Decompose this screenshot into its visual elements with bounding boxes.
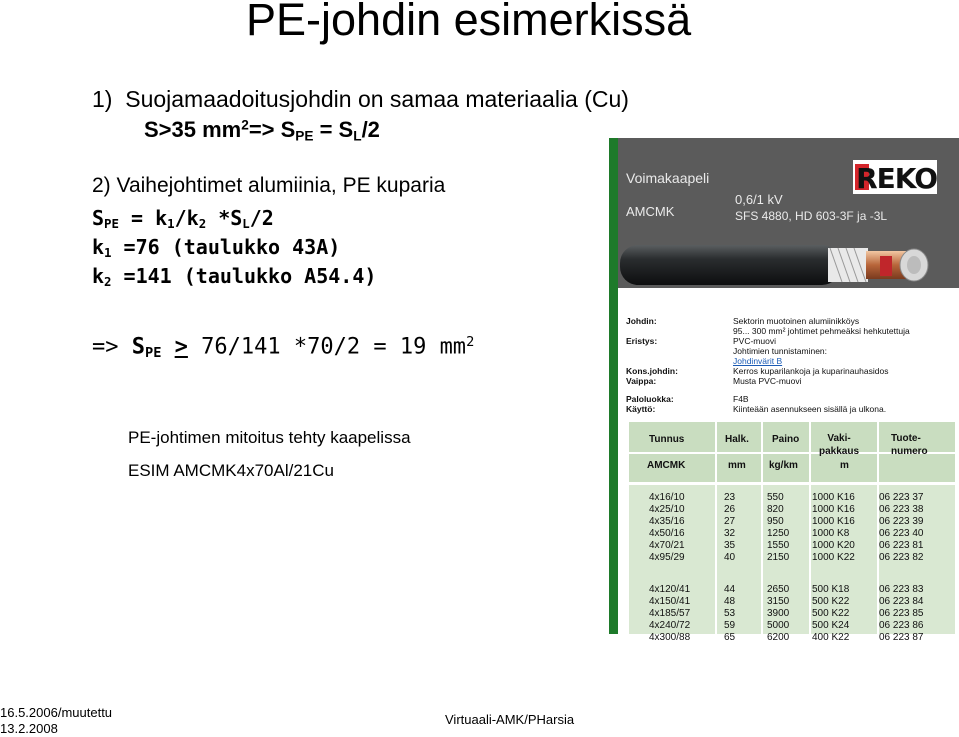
table-cell: 4x300/88 bbox=[649, 632, 691, 643]
table-cell: 950 bbox=[767, 516, 784, 527]
table-cell: 3150 bbox=[767, 596, 790, 607]
table-cell: 500 K22 bbox=[812, 596, 850, 607]
table-cell: 6200 bbox=[767, 632, 790, 643]
note-line-1: PE-johtimen mitoitus tehty kaapelissa bbox=[128, 428, 411, 447]
table-cell: 06 223 87 bbox=[879, 632, 924, 643]
result-formula: => $S_{PE} > 76/141$ *70/2 = 19 $mm^2$ bbox=[92, 334, 475, 361]
table-cell: 32 bbox=[724, 528, 736, 539]
table-cell: 06 223 82 bbox=[879, 552, 924, 563]
catalog-heading: Voimakaapeli bbox=[626, 170, 710, 186]
page-title: PE-johdin esimerkissä bbox=[246, 0, 692, 45]
table-cell: 65 bbox=[724, 632, 736, 643]
table-cell: 06 223 39 bbox=[879, 516, 924, 527]
table-cell: 2650 bbox=[767, 584, 790, 595]
table-cell: 500 K24 bbox=[812, 620, 850, 631]
catalog-standard: SFS 4880, HD 603-3F ja -3L bbox=[735, 209, 888, 223]
table-cell: 4x185/57 bbox=[649, 608, 691, 619]
table-cell: 4x240/72 bbox=[649, 620, 691, 631]
table-cell: 2150 bbox=[767, 552, 790, 563]
table-cell: 4x16/10 bbox=[649, 492, 685, 503]
table-cell: 550 bbox=[767, 492, 784, 503]
table-cell: 06 223 84 bbox=[879, 596, 924, 607]
catalog-header bbox=[618, 138, 959, 288]
item-1-text bbox=[92, 86, 629, 113]
table-cell: 27 bbox=[724, 516, 736, 527]
table-cell: 500 K22 bbox=[812, 608, 850, 619]
reko-logo-text: REKO bbox=[856, 162, 937, 195]
catalog-specs: Johdin: Sektorin muotoinen alumiinikköys 95... 300 mm² johtimet pehmeäksi hehkutettuja Eristys: PVC-muovi Johtimien tunnistaminen: Johdinvärit B Kons.johdin: Kerros kuparilankoja ja kuparinauhasidos Vaippa: Musta PVC-muovi Paloluokka: F4B Käyttö: Kiinteään asennukseen sisällä ja ulkona. bbox=[618, 288, 959, 408]
formula-k2: $k_2 =141$ (taulukko A54.4) bbox=[92, 264, 377, 290]
item-2-text: 2) Vaihejohtimet alumiinia, PE kuparia bbox=[92, 174, 446, 197]
table-cell: 1000 K16 bbox=[812, 492, 855, 503]
footer-author: Virtuaali-AMK/PHarsia bbox=[445, 712, 575, 727]
table-cell: 1000 K16 bbox=[812, 516, 855, 527]
catalog-voltage: 0,6/1 kV bbox=[735, 192, 783, 207]
formula-spe: $S_{PE} = k_1/k_2$ $*S_L/2$ bbox=[92, 206, 274, 232]
table-cell: 23 bbox=[724, 492, 736, 503]
table-cell: 06 223 83 bbox=[879, 584, 924, 595]
table-cell: 35 bbox=[724, 540, 736, 551]
table-cell: 1550 bbox=[767, 540, 790, 551]
table-cell: 26 bbox=[724, 504, 736, 515]
table-cell: 06 223 81 bbox=[879, 540, 924, 551]
table-cell: 4x95/29 bbox=[649, 552, 685, 563]
item-1-formula: S>35 $mm^2=> S_{PE} = S_L/2$ bbox=[144, 117, 380, 144]
note-line-2: ESIM AMCMK4x70Al/21Cu bbox=[128, 461, 334, 480]
cable-illustration bbox=[618, 138, 959, 288]
item-1-number: 1) bbox=[92, 86, 113, 112]
catalog-edge bbox=[609, 138, 618, 634]
table-cell: 400 K22 bbox=[812, 632, 850, 643]
table-cell: 4x35/16 bbox=[649, 516, 685, 527]
table-cell: 40 bbox=[724, 552, 736, 563]
formula-k1: $k_1 =76$ (taulukko 43A) bbox=[92, 235, 341, 261]
table-cell: 4x70/21 bbox=[649, 540, 685, 551]
cable-catalog-image bbox=[609, 138, 959, 643]
table-cell: 1000 K22 bbox=[812, 552, 855, 563]
table-cell: 5000 bbox=[767, 620, 790, 631]
catalog-type: AMCMK bbox=[626, 204, 675, 219]
footer-date: 16.5.2006/muutettu 13.2.2008 bbox=[0, 705, 113, 736]
table-cell: 48 bbox=[724, 596, 736, 607]
table-cell: 3900 bbox=[767, 608, 790, 619]
table-cell: 06 223 85 bbox=[879, 608, 924, 619]
table-cell: 4x120/41 bbox=[649, 584, 691, 595]
table-cell: 500 K18 bbox=[812, 584, 850, 595]
catalog-table: Tunnus AMCMK Halk. mm Paino kg/km Vaki- pakkaus m Tuote- numero 4x16/10 23 550 1000 K16 06 223 37 4x25/10 26 820 1000 K16 06 223 38 4x35/16 27 950 1000 K16 06 223 39 4x50/16 32 1250 1000 K8 06 223 40 4x70/21 35 1550 1000 K20 06 223 81 4x95/29 40 2150 1000 K22 06 223 82 4x120/41 44 2650 500 K18 06 223 83 4x150/41 48 3150 500 K22 06 223 84 4x185/57 53 3900 500 K22 06 223 85 4x240/72 59 5000 500 K24 06 223 86 4x300/88 65 6200 400 K22 06 223 87 bbox=[629, 422, 955, 634]
table-cell: 4x50/16 bbox=[649, 528, 685, 539]
table-cell: 1250 bbox=[767, 528, 790, 539]
table-cell: 4x150/41 bbox=[649, 596, 691, 607]
table-cell: 44 bbox=[724, 584, 736, 595]
table-cell: 53 bbox=[724, 608, 736, 619]
table-cell: 59 bbox=[724, 620, 736, 631]
table-cell: 1000 K20 bbox=[812, 540, 855, 551]
table-cell: 06 223 40 bbox=[879, 528, 924, 539]
table-cell: 4x25/10 bbox=[649, 504, 685, 515]
table-cell: 06 223 38 bbox=[879, 504, 924, 515]
table-cell: 1000 K8 bbox=[812, 528, 850, 539]
table-cell: 06 223 37 bbox=[879, 492, 924, 503]
table-cell: 1000 K16 bbox=[812, 504, 855, 515]
table-cell: 820 bbox=[767, 504, 784, 515]
item-1-label: Suojamaadoitusjohdin on samaa materiaalia (Cu) bbox=[125, 86, 629, 112]
table-cell: 06 223 86 bbox=[879, 620, 924, 631]
